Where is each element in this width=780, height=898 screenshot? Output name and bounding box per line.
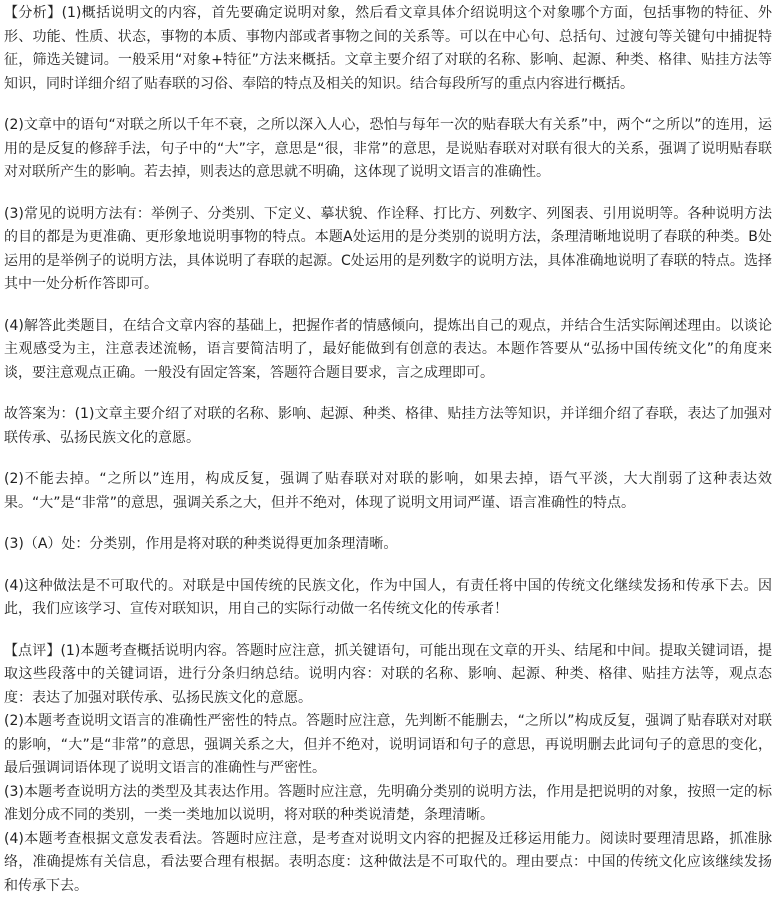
answer-paragraph-3: (3)（A）处：分类别，作用是将对联的种类说得更加条理清晰。 [4,533,772,557]
comment-label: 【点评】 [4,643,60,659]
answer-paragraph-2: (2)不能去掉。“之所以”连用，构成反复，强调了贴春联对对联的影响，如果去掉，语气平淡，大大削弱了这种表达效果。“大”是“非常”的意思，强调关系之大，但并不绝对，体现了说明文用词严谨、语言准确性的特点。 [4,468,772,515]
analysis-text-1: (1)概括说明文的内容，首先要确定说明对象，然后看文章具体介绍说明这个对象哪个方面，包括事物的特征、外形、功能、性质、状态，事物的本质、事物内部或者事物之间的关系等。可以在中心句、总括句、过渡句等关键句中捕捉特征，筛选关键词。一般采用“对象+特征”方法来概括。文章主要介绍了对联的名称、影响、起源、种类、格律、贴挂方法等知识，同时详细介绍了贴春联的习俗、奉陪的特点及相关的知识。结合每段所写的重点内容进行概括。 [4,5,772,92]
comment-paragraph-2: (2)本题考查说明文语言的准确性严密性的特点。答题时应注意，先判断不能删去，“之所以”构成反复，强调了贴春联对对联的影响，“大”是“非常”的意思，强调关系之大，但并不绝对，说明词语和句子的意思，再说明删去此词句子的意思的变化，最后强调词语体现了说明文语言的准确性与严密性。 [4,710,772,781]
comment-paragraph-1 [4,640,772,711]
comment-paragraph-3: (3)本题考查说明方法的类型及其表达作用。答题时应注意，先明确分类别的说明方法，作用是把说明的对象，按照一定的标准划分成不同的类别，一类一类地加以说明，将对联的种类说清楚，条理清晰。 [4,781,772,828]
analysis-paragraph-3: (3)常见的说明方法有：举例子、分类别、下定义、摹状貌、作诠释、打比方、列数字、列图表、引用说明等。各种说明方法的目的都是为更准确、更形象地说明事物的特点。本题A处运用的是分类别的说明方法，条理清晰地说明了春联的种类。B处运用的是举例子的说明方法，具体说明了春联的起源。C处运用的是列数字的说明方法，具体准确地说明了春联的特点。选择其中一处分析作答即可。 [4,203,772,297]
comment-text-1: (1)本题考查概括说明内容。答题时应注意，抓关键语句，可能出现在文章的开头、结尾和中间。提取关键词语，提取这些段落中的关键词语，进行分条归纳总结。说明内容：对联的名称、影响、起源、种类、格律、贴挂方法等，观点态度：表达了加强对联传承、弘扬民族文化的意愿。 [4,643,772,706]
analysis-paragraph-4: (4)解答此类题目，在结合文章内容的基础上，把握作者的情感倾向，提炼出自己的观点，并结合生活实际阐述理由。以谈论主观感受为主，注意表述流畅，语言要简洁明了，最好能做到有创意的表达。本题作答要从“弘扬中国传统文化”的角度来谈，要注意观点正确。一般没有固定答案，答题符合题目要求，言之成理即可。 [4,315,772,386]
analysis-paragraph-1 [4,2,772,96]
answer-paragraph-4: (4)这种做法是不可取代的。对联是中国传统的民族文化，作为中国人，有责任将中国的传统文化继续发扬和传承下去。因此，我们应该学习、宣传对联知识，用自己的实际行动做一名传统文化的传承者！ [4,575,772,622]
analysis-paragraph-2: (2)文章中的语句“对联之所以千年不衰，之所以深入人心，恐怕与每年一次的贴春联大有关系”中，两个“之所以”的连用，运用的是反复的修辞手法，句子中的“大”字，意思是“很，非常”的意思，是说贴春联对对联有很大的关系，强调了说明贴春联对对联所产生的影响。若去掉，则表达的意思就不明确，这体现了说明文语言的准确性。 [4,114,772,185]
comment-paragraph-4: (4)本题考查根据文意发表看法。答题时应注意，是考查对说明文内容的把握及迁移运用能力。阅读时要理清思路，抓准脉络，准确提炼有关信息，看法要合理有根据。表明态度：这种做法是不可取代的。理由要点：中国的传统文化应该继续发扬和传承下去。 [4,828,772,898]
answer-paragraph-1: 故答案为：(1)文章主要介绍了对联的名称、影响、起源、种类、格律、贴挂方法等知识，并详细介绍了春联，表达了加强对联传承、弘扬民族文化的意愿。 [4,403,772,450]
analysis-label: 【分析】 [4,5,62,21]
comment-block [4,640,772,898]
